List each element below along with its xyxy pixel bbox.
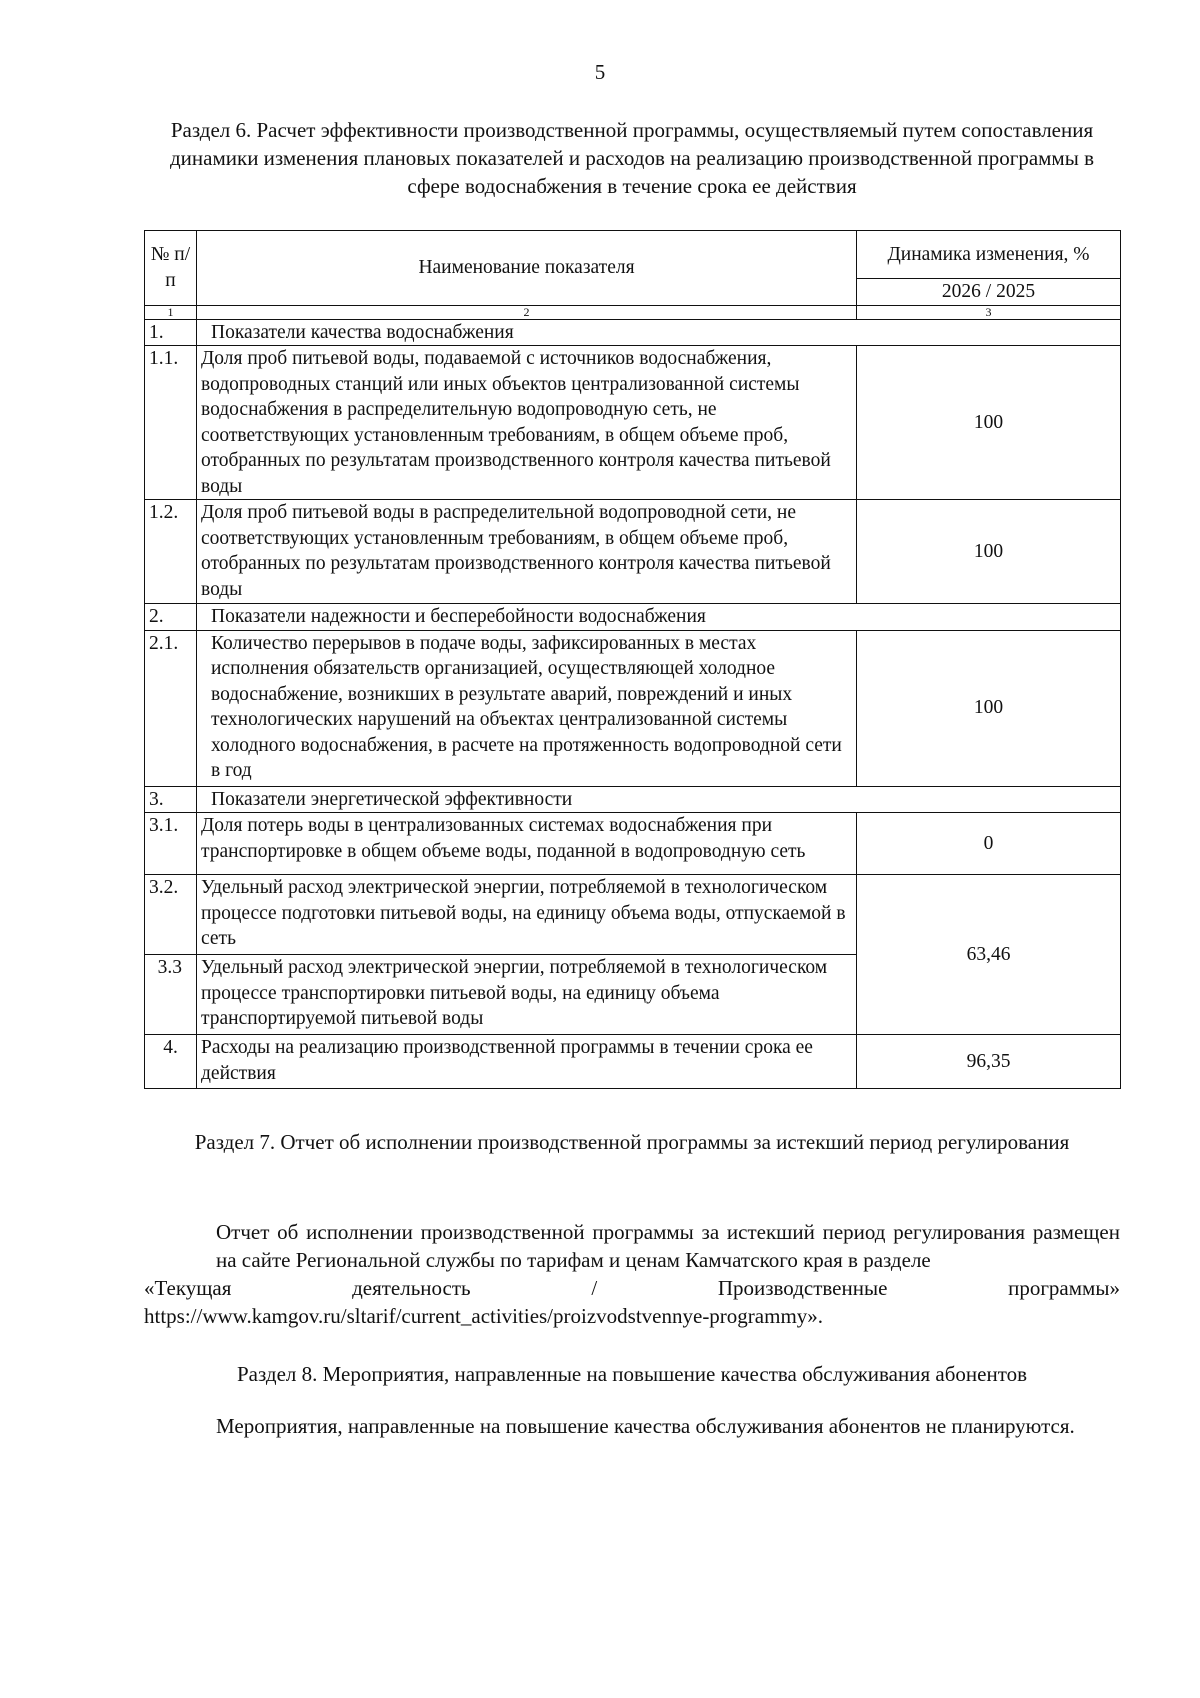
section-8-heading: Раздел 8. Мероприятия, направленные на повышение качества обслуживания абонентов [236,1362,1028,1386]
justified-word: «Текущая [144,1276,232,1300]
row-name: Удельный расход электрической энергии, потребляемой в технологическом процессе транспортировки питьевой воды, на единицу объема транспортируемой питьевой воды [197,955,857,1035]
section-7-url: https://www.kamgov.ru/sltarif/current_activities/proizvodstvennye-programmy». [144,1304,824,1328]
justified-word: программы» [1008,1276,1120,1300]
row-number: 3. [145,786,197,813]
table-row [145,1035,1121,1089]
row-value: 96,35 [857,1035,1121,1089]
header-num: № п/п [145,231,197,306]
section-6-heading: Раздел 6. Расчет эффективности производственной программы, осуществляемый путем сопоставления динамики изменения плановых показателей и расходов на реализацию производственной программы в сфере водоснабжения в течение срока ее действия [169,118,1094,198]
indicators-table [144,230,1121,1089]
index-cell: 3 [857,305,1121,319]
section-7-heading: Раздел 7. Отчет об исполнении производственной программы за истекший период регулирования [194,1130,1070,1154]
row-number: 2.1. [145,630,197,786]
row-name: Доля проб питьевой воды, подаваемой с источников водоснабжения, водопроводных станций или иных объектов централизованной системы водоснабжения в распределительную водопроводную сеть, не соответствующих установленным требованиям, в общем объеме проб, отобранных по результатам производственного контроля качества питьевой воды [197,346,857,500]
section-title: Показатели энергетической эффективности [197,786,1121,813]
justified-word: / [591,1276,598,1300]
row-value-merged: 63,46 [857,875,1121,1035]
row-name: Удельный расход электрической энергии, потребляемой в технологическом процессе подготовки питьевой воды, на единицу объема воды, отпускаемой в сеть [197,875,857,955]
table-row [145,346,1121,500]
header-period: 2026 / 2025 [857,279,1121,306]
table-row [145,630,1121,786]
table-row-section [145,319,1121,346]
section-7-justified-line [144,1274,1120,1302]
row-name: Доля проб питьевой воды в распределительной водопроводной сети, не соответствующих установленным требованиям, в общем объеме проб, отобранных по результатам производственного контроля качества питьевой воды [197,500,857,604]
row-number: 3.2. [145,875,197,955]
section-8-paragraph [144,1412,1120,1440]
row-value: 0 [857,813,1121,875]
index-cell: 1 [145,305,197,319]
row-number: 1.2. [145,500,197,604]
row-number: 4. [145,1035,197,1089]
row-value: 100 [857,630,1121,786]
index-cell: 2 [197,305,857,319]
row-number: 1.1. [145,346,197,500]
page-number: 5 [594,60,606,84]
row-number: 3.3 [145,955,197,1035]
section-title: Показатели надежности и бесперебойности водоснабжения [197,604,1121,631]
table-row [145,500,1121,604]
header-name: Наименование показателя [197,231,857,306]
row-value: 100 [857,346,1121,500]
row-name: Доля потерь воды в централизованных системах водоснабжения при транспортировке в общем объеме воды, поданной в водопроводную сеть [197,813,857,875]
table-row-section [145,786,1121,813]
row-number: 2. [145,604,197,631]
section-7-paragraph [144,1218,1120,1330]
table-row [145,813,1121,875]
justified-word: деятельность [352,1276,471,1300]
row-number: 1. [145,319,197,346]
table-row [145,875,1121,955]
header-dynamics: Динамика изменения, % [857,231,1121,279]
section-7-paragraph-start: Отчет об исполнении производственной программы за истекший период регулирования размещен на сайте Региональной службы по тарифам и ценам Камчатского края в разделе [216,1220,1120,1272]
row-number: 3.1. [145,813,197,875]
table-row-section [145,604,1121,631]
row-name: Количество перерывов в подаче воды, зафиксированных в местах исполнения обязательств организацией, осуществляющей холодное водоснабжение, возникших в результате аварий, повреждений и иных технологических нарушений на объектах централизованной системы холодного водоснабжения, в расчете на протяженность водопроводной сети в год [197,630,857,786]
section-title: Показатели качества водоснабжения [197,319,1121,346]
row-name: Расходы на реализацию производственной программы в течении срока ее действия [197,1035,857,1089]
justified-word: Производственные [717,1276,888,1300]
section-8-paragraph-text: Мероприятия, направленные на повышение качества обслуживания абонентов не планируются. [216,1414,1075,1438]
row-value: 100 [857,500,1121,604]
